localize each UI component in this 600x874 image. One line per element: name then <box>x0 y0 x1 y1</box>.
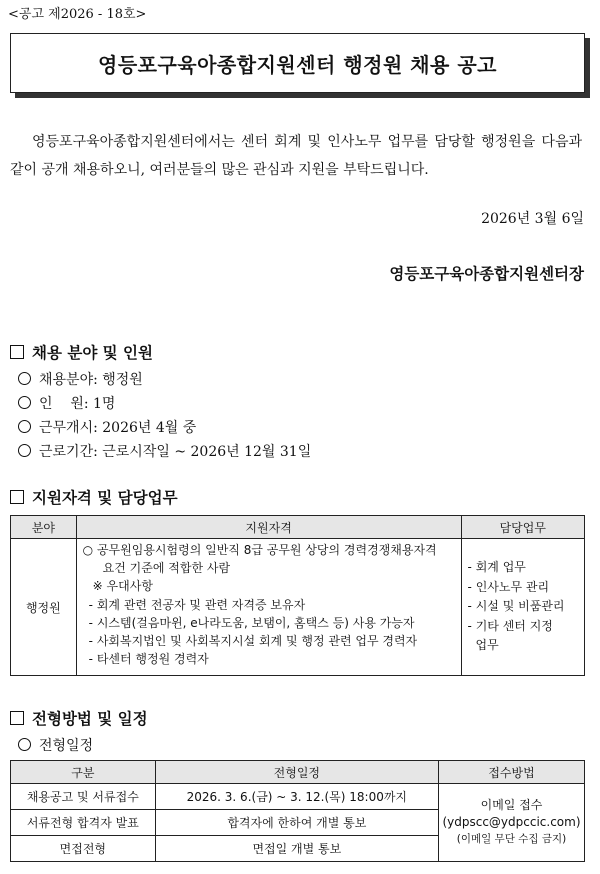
duty-line: 업무 <box>475 638 499 653</box>
field-cell: 행정원 <box>11 539 77 676</box>
qualification-line: - 회계 관련 전공자 및 관련 자격증 보유자 <box>88 597 306 612</box>
item-text: 근로기간: 근로시작일 ~ 2026년 12월 31일 <box>39 444 312 460</box>
table-header-row <box>11 516 585 539</box>
circle-bullet-icon <box>18 420 31 433</box>
notice-number: <공고 제2026 - 18호> <box>8 7 147 22</box>
square-bullet-icon <box>10 711 24 725</box>
qualification-line: ○ 공무원임용시험령의 일반직 8급 공무원 상당의 경력경쟁채용자격 <box>82 543 437 557</box>
method-cell <box>439 784 585 862</box>
circle-bullet-icon <box>18 396 31 409</box>
qualification-table <box>10 515 585 676</box>
schedule-cell: 2026. 3. 6.(금) ~ 3. 12.(목) 18:00까지 <box>155 784 438 810</box>
title-box <box>10 33 585 93</box>
qualification-line: 요건 기준에 적합한 사람 <box>102 561 231 576</box>
header-cell: 담당업무 <box>461 516 584 539</box>
stage-cell: 면접전형 <box>11 836 156 862</box>
section-schedule-heading <box>10 707 148 729</box>
table-header-row <box>11 761 585 784</box>
section-qualification-heading <box>10 486 178 508</box>
intro-paragraph: 영등포구육아종합지원센터에서는 센터 회계 및 인사노무 업무를 담당할 행정원을 다음과 같이 공개 채용하오니, 여러분들의 많은 관심과 지원을 부탁드립니다. <box>10 134 582 178</box>
header-cell: 분야 <box>11 516 77 539</box>
circle-bullet-icon <box>18 738 31 751</box>
qualification-line: - 시스템(걸음마윈, e나라도움, 보탬이, 홈택스 등) 사용 가능자 <box>88 615 415 630</box>
stage-cell: 서류전형 합격자 발표 <box>11 810 156 836</box>
square-bullet-icon <box>10 345 24 359</box>
qualification-cell <box>76 539 461 676</box>
list-item <box>18 417 196 437</box>
announcement-date: 2026년 3월 6일 <box>481 211 584 227</box>
qualification-line: ※ 우대사항 <box>92 579 153 594</box>
schedule-table <box>10 760 585 862</box>
schedule-cell: 합격자에 한하여 개별 통보 <box>155 810 438 836</box>
header-cell: 구분 <box>11 761 156 784</box>
header-cell: 접수방법 <box>439 761 585 784</box>
duty-line: - 회계 업무 <box>467 560 526 575</box>
method-line: 이메일 접수 <box>480 798 543 812</box>
square-bullet-icon <box>10 490 24 504</box>
qualification-line: - 사회복지법인 및 사회복지시설 회계 및 행정 관련 업무 경력자 <box>88 634 418 649</box>
table-row <box>11 539 585 676</box>
stage-cell: 채용공고 및 서류접수 <box>11 784 156 810</box>
section-recruitment-heading <box>10 341 153 363</box>
list-item <box>18 369 143 389</box>
section-title: 전형방법 및 일정 <box>32 710 148 728</box>
method-note: (이메일 무단 수집 금지) <box>456 833 567 845</box>
item-text: 근무개시: 2026년 4월 중 <box>39 420 197 436</box>
item-text: 전형일정 <box>39 738 94 754</box>
list-item <box>18 441 311 461</box>
qualification-line: - 타센터 행정원 경력자 <box>88 652 209 667</box>
list-item <box>18 735 93 755</box>
header-cell: 지원자격 <box>76 516 461 539</box>
table-row <box>11 784 585 810</box>
section-title: 지원자격 및 담당업무 <box>32 489 178 507</box>
circle-bullet-icon <box>18 372 31 385</box>
item-text: 채용분야: 행정원 <box>39 372 143 388</box>
duty-line: - 시설 및 비품관리 <box>467 599 565 614</box>
schedule-cell: 면접일 개별 통보 <box>155 836 438 862</box>
page-title: 영등포구육아종합지원센터 행정원 채용 공고 <box>98 52 497 77</box>
section-title: 채용 분야 및 인원 <box>32 344 154 362</box>
circle-bullet-icon <box>18 444 31 457</box>
duties-cell <box>461 539 584 676</box>
list-item <box>18 393 115 413</box>
organization-head: 영등포구육아종합지원센터장 <box>389 265 584 283</box>
method-email: (ydpscc@ydpccic.com) <box>442 815 581 829</box>
duty-line: - 인사노무 관리 <box>467 579 550 594</box>
header-cell: 전형일정 <box>155 761 438 784</box>
item-text: 인 원: 1명 <box>39 396 116 412</box>
duty-line: - 기타 센터 지정 <box>467 618 553 633</box>
